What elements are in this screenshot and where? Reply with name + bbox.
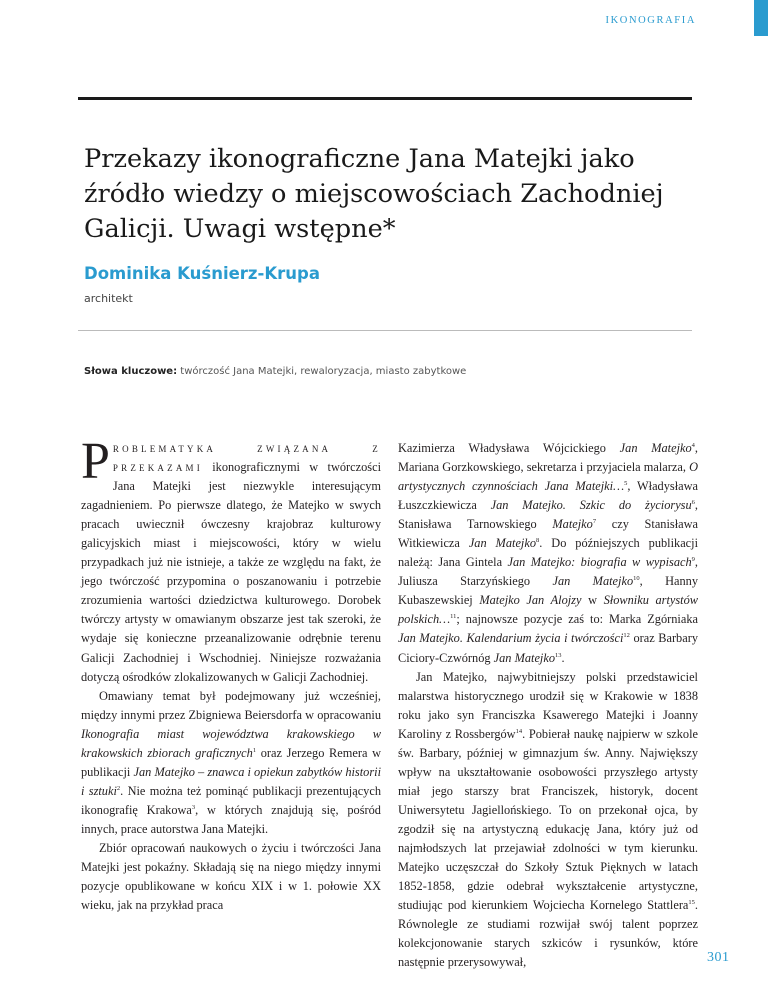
text-run: Jan Matejko, najwybitniejszy polski przedstawiciel malarstwa historycznego urodził się w Krakowie w 1838 roku jako syn Franciszka Ksawerego Matejki i Joanny Karoliny z Rossbergów <box>398 669 698 741</box>
citation-title: Matejko Jan Alojzy <box>479 593 582 608</box>
keywords-label: Słowa kluczowe: <box>84 366 178 377</box>
footnote-ref[interactable]: 10 <box>633 575 640 583</box>
section-tab-marker <box>754 0 768 36</box>
footnote-ref[interactable]: 9 <box>691 556 695 564</box>
text-run: , Hanny Kubaszewskiej <box>398 574 698 608</box>
keywords-line <box>84 366 684 377</box>
footnote-ref[interactable]: 6 <box>691 499 695 507</box>
text-run: . Równolegle ze studiami rozwijał swój talent poprzez kolekcjonowanie starych szkiców i rysunków, które następnie przerysowywał, <box>398 898 698 970</box>
text-run: , Władysława Łuszczkiewicza <box>398 479 698 513</box>
citation-title: Jan Matejko <box>552 574 634 589</box>
citation-title: Jan Matejko. Szkic do życiorysu <box>490 498 692 513</box>
citation-title: Jan Matejko. Kalendarium życia i twórczości <box>398 631 624 646</box>
paragraph <box>81 433 381 687</box>
footnote-ref[interactable]: 12 <box>623 632 630 640</box>
footnote-ref[interactable]: 1 <box>252 746 257 754</box>
lead-smallcaps: roblematyka związana z przekazami <box>112 441 381 475</box>
text-run: , Juliusza Starzyńskiego <box>398 555 698 589</box>
drop-cap: P <box>81 433 110 490</box>
footnote-ref[interactable]: 3 <box>191 803 196 811</box>
text-run: Kazimierza Władysława Wójcickiego <box>398 441 620 455</box>
paragraph <box>81 687 381 839</box>
footnote-ref[interactable]: 4 <box>691 441 695 449</box>
body-column-right <box>398 439 698 972</box>
text-run: w <box>581 593 604 608</box>
citation-title: Matejko <box>552 517 593 532</box>
article-title: Przekazy ikonograficzne Jana Matejki jako źródło wiedzy o miejscowościach Zachodniej Galicji. Uwagi wstępne* <box>84 144 664 244</box>
footnote-ref[interactable]: 8 <box>536 537 540 545</box>
footnote-ref[interactable]: 7 <box>592 518 597 526</box>
top-divider <box>78 97 692 100</box>
text-run: . Do późniejszych publikacji należą: Jana Gintela <box>398 536 699 570</box>
text-run: ; najnowsze pozycje zaś to: Marka Zgórniaka <box>456 612 698 627</box>
paragraph: Zbiór opracowań naukowych o życiu i twórczości Jana Matejki jest pokaźny. Składają się na niego między innymi pozycje opublikowane w końcu XIX i w 1. połowie XX wieku, jak na przykład praca <box>81 840 381 913</box>
author-name: Dominika Kuśnierz-Krupa <box>84 264 320 283</box>
footnote-ref[interactable]: 11 <box>450 613 457 621</box>
citation-title: Ikonografia miast województwa krakowskiego w krakowskich zbiorach graficznych <box>81 726 381 760</box>
body-column-left <box>81 433 382 915</box>
text-run: . Pobierał naukę najpierw w szkole św. Barbary, później w gimnazjum św. Anny. Największy wpływ na ukształtowanie osobowości przyszłego artysty miał jego starszy brat Franciszek, historyk, docent Uniwersytetu Jagiellońskiego. To on przekonał ojca, by zgodził się na artystyczną edukację Jana, który już od najmłodszych lat przejawiał zdolności w tym kierunku. Matejko uczęszczał do Szkoły Sztuk Pięknych w latach 1852-1858, gdzie odebrał wykształcenie artystyczne, studiując pod kierunkiem Wojciecha Kornelego Stattlera <box>398 726 698 913</box>
footnote-ref[interactable]: 15 <box>688 899 695 907</box>
footnote-ref[interactable]: 13 <box>555 651 562 659</box>
author-affiliation: architekt <box>84 292 133 305</box>
citation-title: Jan Matejko: biografia w wypisach <box>507 555 692 570</box>
paragraph-text: ikonograficznymi w twórczości Jana Matejki jest niezwykle interesującym zagadnieniem. Po pierwsze dlatego, że Matejko w swych pracach uwiecznił ówczesny krajobraz kulturowy galicyjskich miast i miejscowości, który w wielu przypadkach już nie istnieje, a także ze względu na fakt, że jego twórczość przypomina o poszanowaniu i potrzebie zrozumienia wartości dziedzictwa kulturowego. Dorobek twórczy artysty w omawianym obszarze jest tak szeroki, że wydaje się konieczne przeanalizowanie odrębnie terenu Galicji Zachodniej i Wschodniej. Niniejsze rozważania dotyczą ośrodków zlokalizowanych w Galicji Zachodniej. <box>81 460 381 684</box>
paragraph <box>398 668 698 973</box>
paragraph <box>398 439 698 668</box>
text-run: , Stanisława Tarnowskiego <box>398 498 698 532</box>
footnote-ref[interactable]: 14 <box>515 727 523 735</box>
citation-title: Jan Matejko <box>493 650 556 665</box>
text-run: oraz Barbary Ciciory-Czwórnóg <box>398 631 698 665</box>
text-run: oraz Jerzego Remera w publikacji <box>81 745 382 779</box>
citation-title: Jan Matejko <box>468 536 537 551</box>
text-run: Omawiany temat był podejmowany już wcześniej, między innymi przez Zbigniewa Beiersdorfa w opracowaniu <box>81 688 381 722</box>
footnote-ref[interactable]: 5 <box>624 479 628 487</box>
section-label: IKONOGRAFIA <box>605 15 696 26</box>
text-run: . Nie można też pominąć publikacji prezentujących ikonografię Krakowa <box>81 783 381 817</box>
text-run: czy Stanisława Witkiewicza <box>398 517 699 551</box>
text-run: . <box>561 650 565 665</box>
footnote-ref[interactable]: 2 <box>116 784 121 792</box>
keywords-divider <box>78 330 692 331</box>
citation-title: O artystycznych czynnościach Jana Matejki… <box>398 460 698 494</box>
page-number: 301 <box>707 950 730 965</box>
citation-title: Jan Matejko – znawca i opiekun zabytków historii i sztuki <box>81 764 381 798</box>
keywords-text: twórczość Jana Matejki, rewaloryzacja, miasto zabytkowe <box>177 366 467 377</box>
citation-title: Jan Matejko <box>619 441 692 455</box>
text-run: , w których znajdują się, pośród innych, prace autorstwa Jana Matejki. <box>81 802 381 836</box>
citation-title: Słowniku artystów polskich… <box>398 593 698 627</box>
text-run: , Mariana Gorzkowskiego, sekretarza i przyjaciela malarza, <box>398 441 698 475</box>
